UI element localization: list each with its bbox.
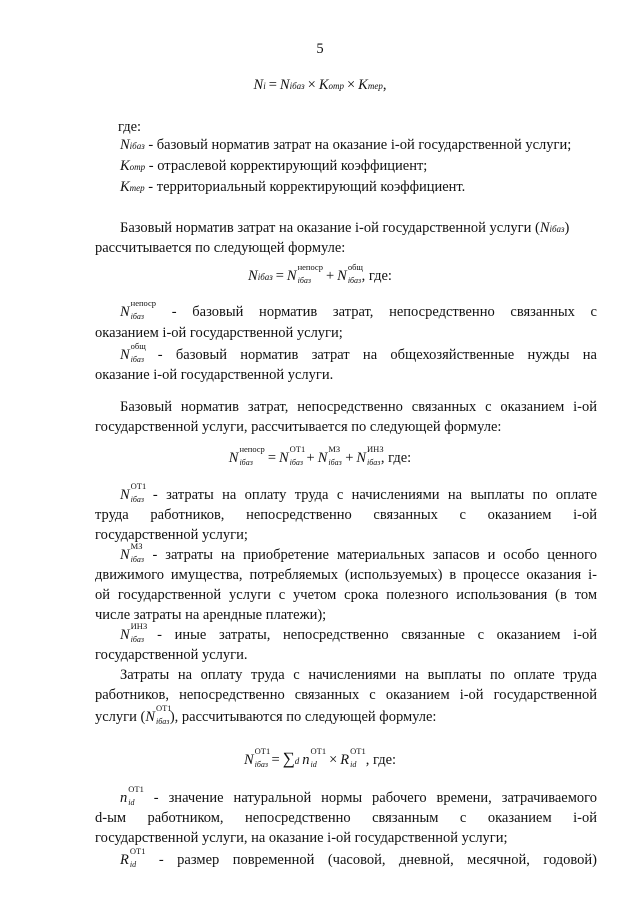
definition-n-nepoc-line-1: N непоср iбаз - базовый норматив затрат, непосредственно связанных с xyxy=(120,298,597,321)
where-label: где: xyxy=(118,119,142,135)
definition-n-id-line-2: d-ым работником, непосредственно связанным с оказанием i-ой xyxy=(95,810,597,826)
formula-4: N ОТ1 iбаз = ∑d n ОТ1 id × R ОТ1 id , где: xyxy=(243,746,397,769)
definition-n-mz-line-2: движимого имущества, потребляемых (используемых) в процессе оказания i- xyxy=(95,567,597,583)
definition-n-obsh-line-2: оказание i-ой государственной услуги. xyxy=(95,367,334,383)
definition-r-id-line-1: R ОТ1 id - размер повременной (часовой, дневной, месячной, годовой) xyxy=(120,846,598,869)
definition-n-baz: Niбаз - базовый норматив затрат на оказание i-ой государственной услуги; xyxy=(120,137,572,153)
definition-n-inz-line-2: государственной услуги. xyxy=(95,647,248,663)
definition-n-inz-line-1: N ИНЗ iбаз - иные затраты, непосредственно связанные с оказанием i-ой xyxy=(120,621,598,644)
paragraph-2-line-2: государственной услуги, рассчитывается по следующей формуле: xyxy=(95,419,502,435)
definition-n-id-line-1: n ОТ1 id - значение натуральной нормы рабочего времени, затрачиваемого xyxy=(120,784,598,807)
paragraph-3-line-3: услуги (N ОТ1 iбаз ), рассчитываются по следующей формуле: xyxy=(95,703,437,726)
definition-n-ot1-line-1: N ОТ1 iбаз - затраты на оплату труда с начислениями на выплаты по оплате xyxy=(120,481,598,504)
definition-n-ot1-line-3: государственной услуги; xyxy=(95,527,248,543)
formula-3: N непоср iбаз = N ОТ1 iбаз + N МЗ iбаз + N ИНЗ iбаз , где: xyxy=(228,444,412,467)
definition-k-ter: Kтер - территориальный корректирующий коэффициент. xyxy=(120,179,466,195)
paragraph-3-line-1: Затраты на оплату труда с начислениями на выплаты по оплате труда xyxy=(120,667,597,683)
paragraph-3-line-2: работников, непосредственно связанных с оказанием i-ой государственной xyxy=(95,687,597,703)
definition-k-otr: Kотр - отраслевой корректирующий коэффициент; xyxy=(120,158,428,174)
page-number: 5 xyxy=(316,41,324,57)
definition-n-ot1-line-2: труда работников, непосредственно связанных с оказанием i-ой xyxy=(95,507,597,523)
formula-2: Niбаз = N непоср iбаз + N общ iбаз , где: xyxy=(248,262,392,285)
definition-n-id-line-3: государственной услуги, на оказание i-ой государственной услуги; xyxy=(95,830,508,846)
paragraph-1-line-2: рассчитывается по следующей формуле: xyxy=(95,240,346,256)
definition-n-mz-line-1: N МЗ iбаз - затраты на приобретение материальных запасов и особо ценного xyxy=(120,541,597,564)
definition-n-mz-line-4: числе затраты на арендные платежи); xyxy=(95,607,327,623)
paragraph-2-line-1: Базовый норматив затрат, непосредственно связанных с оказанием i-ой xyxy=(120,399,597,415)
definition-n-mz-line-3: ой государственной услуги с учетом срока полезного использования (в том xyxy=(95,587,597,603)
paragraph-1-line-1: Базовый норматив затрат на оказание i-ой государственной услуги (Niбаз) xyxy=(120,220,570,236)
definition-n-nepoc-line-2: оказанием i-ой государственной услуги; xyxy=(95,325,343,341)
formula-1: Ni = Niбаз × Kотр × Kтер, xyxy=(253,77,387,93)
definition-n-obsh-line-1: N общ iбаз - базовый норматив затрат на общехозяйственные нужды на xyxy=(120,341,597,364)
